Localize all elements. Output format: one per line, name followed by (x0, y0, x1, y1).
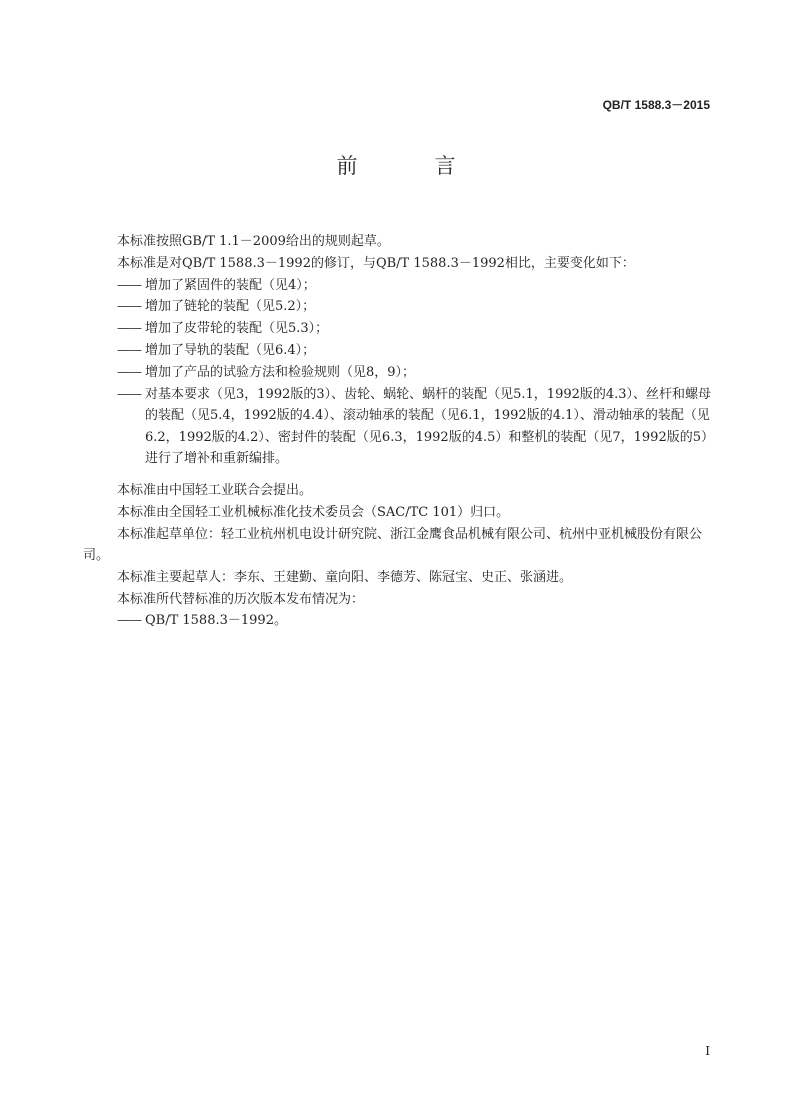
dash-marker: —— (117, 364, 141, 380)
intro-paragraph-2: 本标准是对QB/T 1588.3－1992的修订，与QB/T 1588.3－1992相比，主要变化如下： (117, 255, 635, 271)
dash-marker: —— (117, 299, 141, 315)
standard-code-header (603, 96, 710, 113)
changes-list (117, 275, 715, 470)
dash-marker: —— (117, 277, 141, 293)
list-item (117, 362, 715, 384)
dash-marker: —— (117, 321, 141, 337)
list-item-text: 增加了链轮的装配（见5.2）； (145, 299, 316, 315)
history-intro-paragraph: 本标准所代替标准的历次版本发布情况为： (117, 591, 365, 607)
drafting-units-paragraph: 本标准起草单位：轻工业杭州机电设计研究院、浙江金鹰食品机械有限公司、杭州中亚机械股份有限公司。 (83, 526, 703, 564)
history-item-text: QB/T 1588.3－1992。 (145, 613, 287, 629)
list-item (117, 384, 715, 470)
dash-marker: —— (117, 613, 141, 629)
foreword-body (83, 231, 715, 632)
history-item (117, 610, 715, 632)
list-item (117, 296, 715, 318)
committee-paragraph: 本标准由全国轻工业机械标准化技术委员会（SAC/TC 101）归口。 (117, 504, 510, 520)
drafters-paragraph: 本标准主要起草人：李东、王建勤、童向阳、李德芳、陈冠宝、史正、张涵进。 (117, 569, 573, 585)
list-item (117, 275, 715, 297)
page-number: I (705, 1044, 710, 1058)
list-item (117, 318, 715, 340)
list-item-text: 对基本要求（见3，1992版的3）、齿轮、蜗轮、蜗杆的装配（见5.1，1992版的4.3）、丝杆和螺母的装配（见5.4，1992版的4.4）、滚动轴承的装配（见6.1，1992版的4.1）、滑动轴承的装配（见6.2，1992版的4.2）、密封件的装配（见6.3，1992版的4.5）和整机的装配（见7，1992版的5）进行了增补和重新编排。 (145, 386, 714, 467)
list-item (117, 340, 715, 362)
dash-marker: —— (117, 342, 141, 358)
standard-code: QB/T 1588.3－2015 (602, 98, 710, 112)
dash-marker: —— (117, 386, 141, 402)
page-title: 前 言 (336, 154, 484, 178)
list-item-text: 增加了紧固件的装配（见4）； (145, 277, 316, 293)
section-gap (117, 470, 715, 480)
list-item-text: 增加了导轨的装配（见6.4）； (145, 342, 316, 358)
list-item-text: 增加了产品的试验方法和检验规则（见8，9）； (145, 364, 416, 380)
list-item-text: 增加了皮带轮的装配（见5.3）； (145, 321, 329, 337)
intro-paragraph-1: 本标准按照GB/T 1.1－2009给出的规则起草。 (117, 234, 390, 249)
proposer-paragraph: 本标准由中国轻工业联合会提出。 (117, 482, 313, 498)
